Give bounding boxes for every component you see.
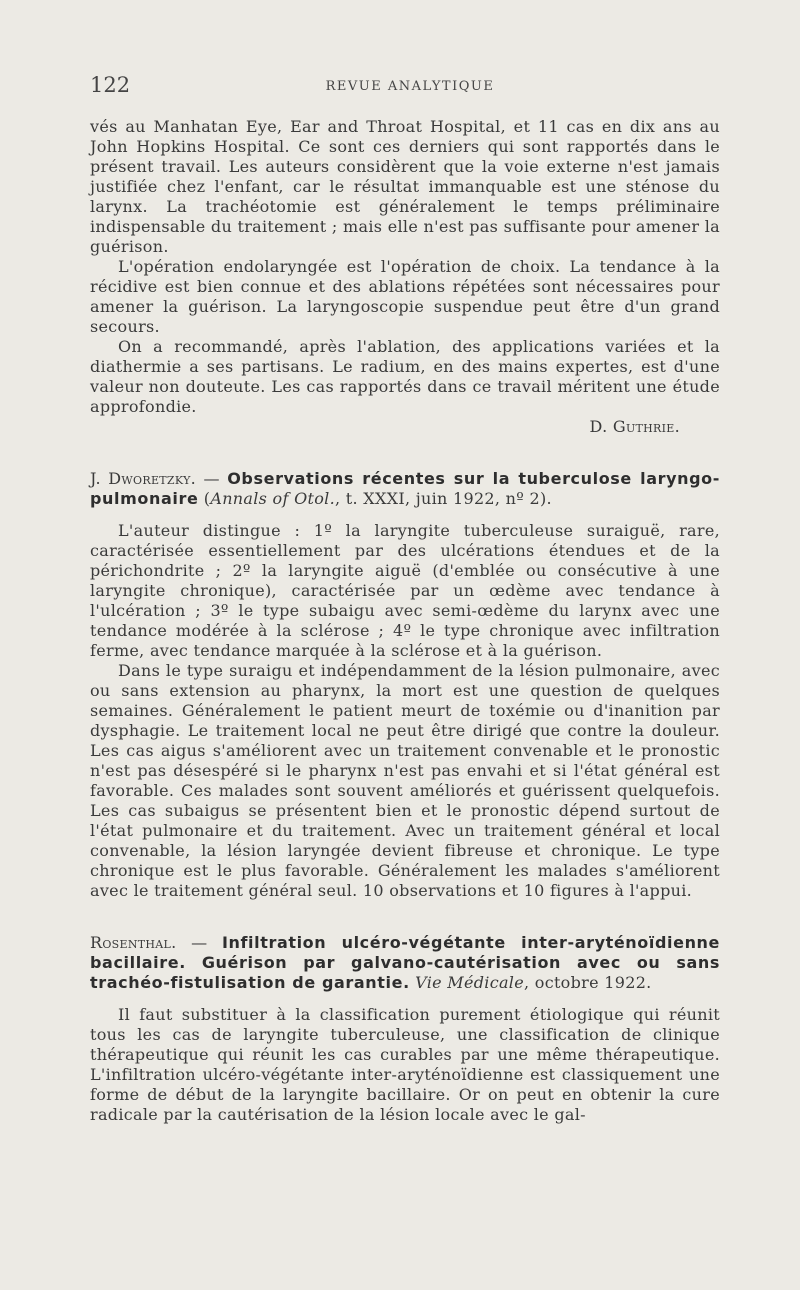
entry-heading <box>90 469 720 509</box>
page-number: 122 <box>90 73 131 97</box>
running-head: REVUE ANALYTIQUE <box>325 79 495 94</box>
paragraph: On a recommandé, après l'ablation, des applications variées et la diathermie a ses partisans. Le radium, en des mains expertes, est d'une valeur non douteute. Les cas rapportés dans ce travail méritent une étude approfondie. <box>90 337 720 416</box>
entry-ref: , t. XXXI, juin 1922, nº 2). <box>334 489 552 508</box>
entry-author: Rosenthal. <box>90 933 177 952</box>
entry-dash: — <box>176 933 222 952</box>
paragraph: Il faut substituer à la classification purement étiologique qui réunit tous les cas de laryngite tuberculeuse, une classification de clinique thérapeutique qui réunit les cas curables par une même thérapeutique. L'infiltration ulcéro-végétante inter-aryténoïdienne est classiquement une forme de début de la laryngite bacillaire. Or on peut en obtenir la cure radicale par la cautérisation de la lésion locale avec le gal- <box>90 1005 720 1124</box>
entry-title: Observations récentes sur la tuberculose laryngo-pulmonaire <box>90 469 720 508</box>
body-text <box>90 117 720 1125</box>
paragraph: Dans le type suraigu et indépendamment de la lésion pulmonaire, avec ou sans extension au pharynx, la mort est une question de quelques semaines. Généralement le patient meurt de toxémie ou d'inanition par dysphagie. Le traitement local ne peut être dirigé que contre la douleur. Les cas aigus s'améliorent avec un traitement convenable et le pronostic n'est pas désespéré si le pharynx n'est pas envahi et si l'état général est favorable. Ces malades sont souvent améliorés et guérissent quelquefois. Les cas subaigus se présentent bien et le pronostic dépend surtout de l'état pulmonaire et du traitement. Avec un traitement général et local convenable, la lésion laryngée devient fibreuse et chronique. Le type chronique est le plus favorable. Généralement les malades s'améliorent avec le traitement général seul. 10 observations et 10 figures à l'appui. <box>90 661 720 900</box>
entry-author: J. Dworetzky. <box>90 469 197 488</box>
entry-dash: — <box>196 469 228 488</box>
signature-line <box>90 417 720 437</box>
entry-journal: Vie Médicale <box>415 973 524 992</box>
entry-ref-open: ( <box>198 489 211 508</box>
paragraph: vés au Manhatan Eye, Ear and Throat Hospital, et 11 cas en dix ans au John Hopkins Hospital. Ce sont ces derniers qui sont rapportés dans le présent travail. Les auteurs considèrent que la voie externe n'est jamais justifiée chez l'enfant, car le résultat immanquable est une sténose du larynx. La trachéotomie est généralement le temps préliminaire indispensable du traitement ; mais elle n'est pas suffisante pour amener la guérison. <box>90 117 720 256</box>
page-header <box>90 73 730 103</box>
entry-journal: Annals of Otol. <box>210 489 335 508</box>
entry-ref: , octobre 1922. <box>523 973 652 992</box>
signature: D. Guthrie. <box>589 417 680 436</box>
entry-title: Infiltration ulcéro-végétante inter-aryténoïdienne bacillaire. Guérison par galvano-cautérisation avec ou sans trachéo-fistulisation de garantie. <box>90 933 720 992</box>
paragraph: L'opération endolaryngée est l'opération de choix. La tendance à la récidive est bien connue et des ablations répétées sont nécessaires pour amener la guérison. La laryngoscopie suspendue peut être d'un grand secours. <box>90 257 720 336</box>
entry-heading <box>90 933 720 993</box>
paragraph: L'auteur distingue : 1º la laryngite tuberculeuse suraiguë, rare, caractérisée essentiellement par des ulcérations étendues et de la périchondrite ; 2º la laryngite aiguë (d'emblée ou consécutive à une laryngite chronique), caractérisée par un œdème avec tendance à l'ulcération ; 3º le type subaigu avec semi-œdème du larynx avec une tendance modérée à la sclérose ; 4º le type chronique avec infiltration ferme, avec tendance marquée à la sclérose et à la guérison. <box>90 521 720 660</box>
